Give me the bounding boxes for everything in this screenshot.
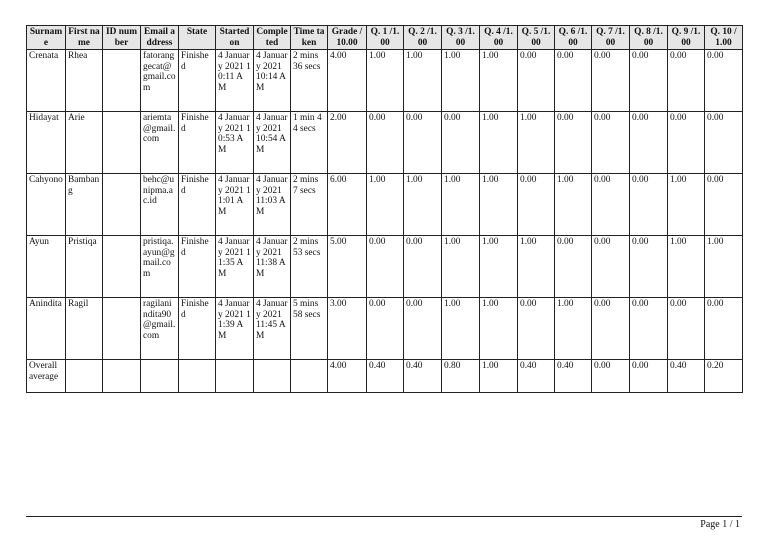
- cell-average-label: Overall average: [27, 360, 66, 393]
- cell-grade: 6.00: [328, 174, 367, 236]
- cell-state: Finished: [179, 236, 216, 298]
- cell-surname: Cahyono: [27, 174, 66, 236]
- cell-average-q9: 0.40: [668, 360, 705, 393]
- cell-first-name: Pristiqa: [66, 236, 103, 298]
- header-q6: Q. 6 /1.00: [555, 26, 592, 50]
- header-q2: Q. 2 /1.00: [404, 26, 442, 50]
- cell-q6: 0.00: [555, 236, 592, 298]
- table-row: [27, 174, 743, 236]
- cell-average-q7: 0.00: [592, 360, 630, 393]
- cell-grade: 4.00: [328, 50, 367, 112]
- header-grade: Grade /10.00: [328, 26, 367, 50]
- cell-q1: 0.00: [367, 298, 404, 360]
- cell-id-number: [103, 298, 141, 360]
- cell-q10: 0.00: [705, 174, 743, 236]
- cell-first-name: Arie: [66, 112, 103, 174]
- cell-time-taken: 2 mins 53 secs: [291, 236, 328, 298]
- cell-completed: 4 January 2021 11:38 AM: [254, 236, 291, 298]
- header-q8: Q. 8 /1.00: [630, 26, 668, 50]
- cell-grade: 2.00: [328, 112, 367, 174]
- cell-average-q10: 0.20: [705, 360, 743, 393]
- cell-email: ariemta@gmail.com: [141, 112, 179, 174]
- cell-empty: [254, 360, 291, 393]
- cell-average-grade: 4.00: [328, 360, 367, 393]
- cell-email: pristiqa.ayun@gmail.com: [141, 236, 179, 298]
- cell-average-q8: 0.00: [630, 360, 668, 393]
- header-row: [27, 26, 743, 50]
- cell-grade: 5.00: [328, 236, 367, 298]
- cell-q7: 0.00: [592, 174, 630, 236]
- cell-q10: 1.00: [705, 236, 743, 298]
- cell-average-q1: 0.40: [367, 360, 404, 393]
- cell-completed: 4 January 2021 10:54 AM: [254, 112, 291, 174]
- cell-q8: 0.00: [630, 236, 668, 298]
- cell-q3: 1.00: [442, 50, 480, 112]
- cell-q1: 0.00: [367, 236, 404, 298]
- cell-completed: 4 January 2021 10:14 AM: [254, 50, 291, 112]
- cell-average-q2: 0.40: [404, 360, 442, 393]
- header-q5: Q. 5 /1.00: [518, 26, 555, 50]
- cell-time-taken: 2 mins 7 secs: [291, 174, 328, 236]
- header-q10: Q. 10 /1.00: [705, 26, 743, 50]
- cell-empty: [103, 360, 141, 393]
- cell-started-on: 4 January 2021 10:11 AM: [216, 50, 254, 112]
- cell-average-q5: 0.40: [518, 360, 555, 393]
- cell-q1: 0.00: [367, 112, 404, 174]
- cell-state: Finished: [179, 174, 216, 236]
- cell-q10: 0.00: [705, 112, 743, 174]
- cell-q8: 0.00: [630, 112, 668, 174]
- cell-time-taken: 5 mins 58 secs: [291, 298, 328, 360]
- cell-q9: 0.00: [668, 50, 705, 112]
- cell-empty: [216, 360, 254, 393]
- cell-first-name: Rhea: [66, 50, 103, 112]
- cell-q1: 1.00: [367, 174, 404, 236]
- header-started-on: Started on: [216, 26, 254, 50]
- cell-q7: 0.00: [592, 112, 630, 174]
- cell-empty: [141, 360, 179, 393]
- cell-surname: Ayun: [27, 236, 66, 298]
- cell-state: Finished: [179, 112, 216, 174]
- cell-id-number: [103, 112, 141, 174]
- header-q4: Q. 4 /1.00: [480, 26, 518, 50]
- cell-completed: 4 January 2021 11:03 AM: [254, 174, 291, 236]
- cell-q5: 0.00: [518, 50, 555, 112]
- cell-q10: 0.00: [705, 50, 743, 112]
- header-q7: Q. 7 /1.00: [592, 26, 630, 50]
- cell-surname: Crenata: [27, 50, 66, 112]
- cell-started-on: 4 January 2021 10:53 AM: [216, 112, 254, 174]
- cell-surname: Anindita: [27, 298, 66, 360]
- cell-first-name: Ragil: [66, 298, 103, 360]
- cell-started-on: 4 January 2021 11:39 AM: [216, 298, 254, 360]
- cell-q4: 1.00: [480, 50, 518, 112]
- cell-q7: 0.00: [592, 50, 630, 112]
- header-time-taken: Time taken: [291, 26, 328, 50]
- cell-q7: 0.00: [592, 236, 630, 298]
- cell-q3: 1.00: [442, 236, 480, 298]
- cell-q8: 0.00: [630, 50, 668, 112]
- cell-q3: 1.00: [442, 174, 480, 236]
- cell-q3: 1.00: [442, 298, 480, 360]
- cell-q2: 1.00: [404, 174, 442, 236]
- cell-q6: 0.00: [555, 112, 592, 174]
- cell-surname: Hidayat: [27, 112, 66, 174]
- cell-average-q3: 0.80: [442, 360, 480, 393]
- cell-empty: [66, 360, 103, 393]
- overall-average-row: [27, 360, 743, 393]
- footer-divider: [26, 516, 742, 517]
- cell-q2: 1.00: [404, 50, 442, 112]
- cell-q7: 0.00: [592, 298, 630, 360]
- cell-empty: [291, 360, 328, 393]
- cell-q10: 0.00: [705, 298, 743, 360]
- header-id-number: ID number: [103, 26, 141, 50]
- cell-state: Finished: [179, 50, 216, 112]
- cell-q2: 0.00: [404, 112, 442, 174]
- header-surname: Surname: [27, 26, 66, 50]
- cell-started-on: 4 January 2021 11:35 AM: [216, 236, 254, 298]
- cell-q6: 1.00: [555, 298, 592, 360]
- cell-q2: 0.00: [404, 236, 442, 298]
- cell-grade: 3.00: [328, 298, 367, 360]
- table-row: [27, 50, 743, 112]
- cell-q9: 0.00: [668, 112, 705, 174]
- cell-q9: 1.00: [668, 174, 705, 236]
- table-row: [27, 236, 743, 298]
- header-state: State: [179, 26, 216, 50]
- cell-average-q4: 1.00: [480, 360, 518, 393]
- header-first-name: First name: [66, 26, 103, 50]
- cell-first-name: Bambang: [66, 174, 103, 236]
- cell-id-number: [103, 236, 141, 298]
- cell-started-on: 4 January 2021 11:01 AM: [216, 174, 254, 236]
- cell-average-q6: 0.40: [555, 360, 592, 393]
- grades-table: [26, 25, 743, 393]
- cell-email: ragilanindita90@gmail.com: [141, 298, 179, 360]
- cell-q4: 1.00: [480, 112, 518, 174]
- cell-q5: 0.00: [518, 298, 555, 360]
- cell-q4: 1.00: [480, 174, 518, 236]
- header-q3: Q. 3 /1.00: [442, 26, 480, 50]
- cell-completed: 4 January 2021 11:45 AM: [254, 298, 291, 360]
- cell-q3: 0.00: [442, 112, 480, 174]
- cell-q5: 1.00: [518, 112, 555, 174]
- header-completed: Completed: [254, 26, 291, 50]
- cell-q4: 1.00: [480, 236, 518, 298]
- header-q9: Q. 9 /1.00: [668, 26, 705, 50]
- cell-q9: 0.00: [668, 298, 705, 360]
- cell-time-taken: 1 min 44 secs: [291, 112, 328, 174]
- cell-q5: 0.00: [518, 174, 555, 236]
- cell-time-taken: 2 mins 36 secs: [291, 50, 328, 112]
- cell-q8: 0.00: [630, 174, 668, 236]
- cell-q5: 1.00: [518, 236, 555, 298]
- cell-email: behc@unipma.ac.id: [141, 174, 179, 236]
- cell-q6: 0.00: [555, 50, 592, 112]
- cell-q9: 1.00: [668, 236, 705, 298]
- cell-email: fatoranggecat@gmail.com: [141, 50, 179, 112]
- cell-q1: 1.00: [367, 50, 404, 112]
- cell-q6: 1.00: [555, 174, 592, 236]
- cell-id-number: [103, 174, 141, 236]
- cell-state: Finished: [179, 298, 216, 360]
- cell-q2: 0.00: [404, 298, 442, 360]
- page-number: Page 1 / 1: [700, 519, 740, 530]
- cell-q4: 1.00: [480, 298, 518, 360]
- cell-id-number: [103, 50, 141, 112]
- table-row: [27, 112, 743, 174]
- table-row: [27, 298, 743, 360]
- header-email-address: Email address: [141, 26, 179, 50]
- header-q1: Q. 1 /1.00: [367, 26, 404, 50]
- cell-empty: [179, 360, 216, 393]
- cell-q8: 0.00: [630, 298, 668, 360]
